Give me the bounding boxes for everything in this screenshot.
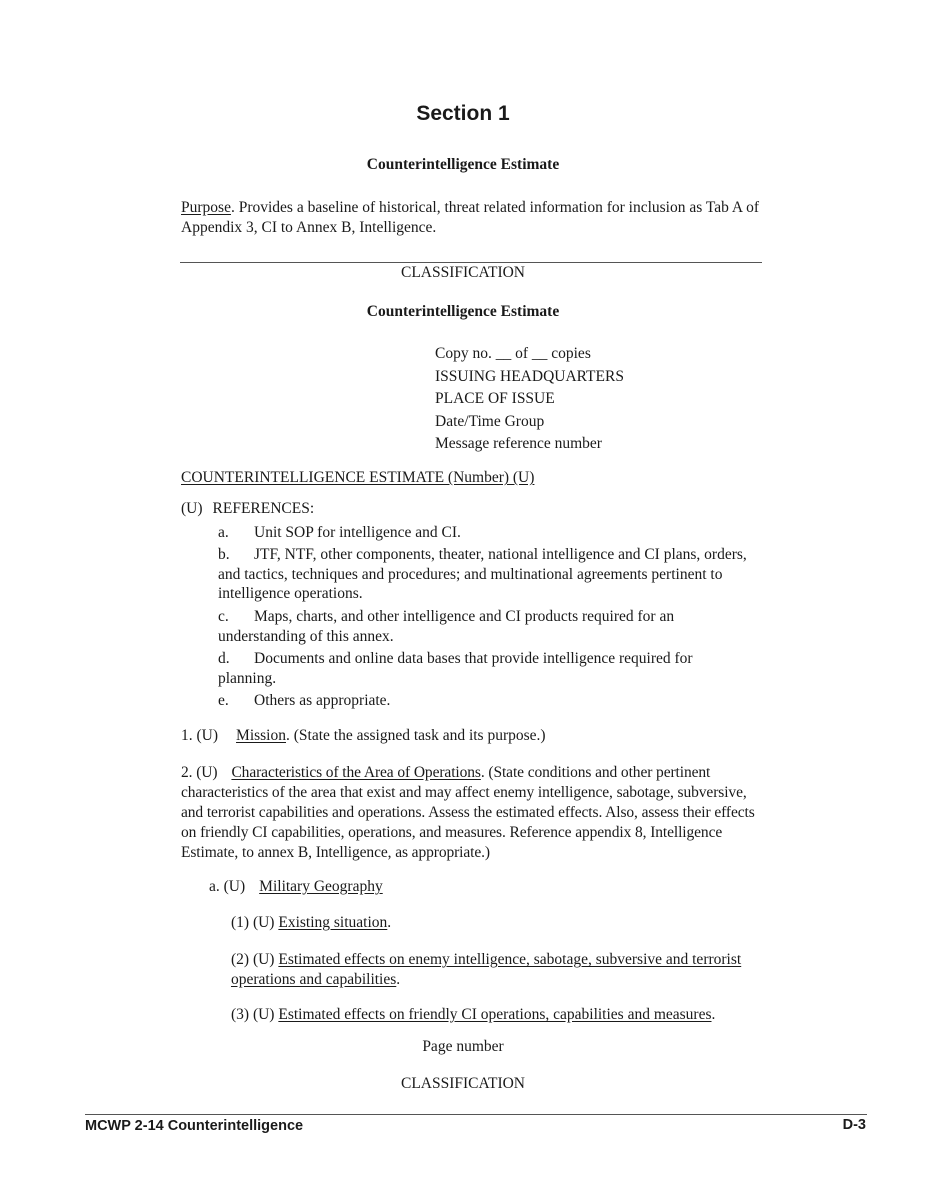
reference-text: Unit SOP for intelligence and CI. xyxy=(254,524,461,541)
reference-letter: e. xyxy=(218,692,229,709)
purpose-text: . Provides a baseline of historical, threat related information for inclusion as Tab A of Appendix 3, CI to Annex B, Intelligence. xyxy=(181,199,760,236)
geography-item-suffix: . xyxy=(387,914,392,931)
mission-text: . (State the assigned task and its purpose.) xyxy=(286,727,546,744)
form-title: Counterintelligence Estimate xyxy=(366,303,560,320)
footer-title: MCWP 2-14 Counterintelligence xyxy=(85,1118,304,1134)
classification-bottom: CLASSIFICATION xyxy=(400,1075,525,1092)
geography-marker: (U) xyxy=(223,878,246,895)
header-issuing-hq: ISSUING HEADQUARTERS xyxy=(435,367,624,385)
reference-item xyxy=(218,523,728,543)
references-marker: (U) xyxy=(181,500,203,517)
reference-letter: a. xyxy=(218,524,229,541)
header-message-ref: Message reference number xyxy=(435,435,602,452)
geography-item-suffix: . xyxy=(711,1006,716,1023)
header-block xyxy=(435,343,624,456)
geography-item-num: (3) xyxy=(231,1006,250,1023)
reference-letter: b. xyxy=(218,546,230,563)
geography-item-label: Estimated effects on friendly CI operations, capabilities and measures xyxy=(278,1006,712,1023)
mission-number: 1. xyxy=(181,727,193,744)
mission-paragraph xyxy=(181,727,546,745)
reference-item xyxy=(218,607,728,647)
divider-rule xyxy=(180,262,762,263)
estimate-title: Counterintelligence Estimate xyxy=(366,156,560,173)
geography-letter: a. xyxy=(209,878,220,895)
purpose-label: Purpose xyxy=(181,199,231,216)
purpose-paragraph xyxy=(181,198,761,238)
geography-item-num: (1) xyxy=(231,914,250,931)
header-dtg: Date/Time Group xyxy=(435,412,545,430)
estimate-number: COUNTERINTELLIGENCE ESTIMATE (Number) (U) xyxy=(181,469,535,486)
classification-top: CLASSIFICATION xyxy=(400,264,525,281)
characteristics-label: Characteristics of the Area of Operations xyxy=(231,764,481,781)
reference-text: Maps, charts, and other intelligence and CI products required for an understanding of this annex. xyxy=(218,608,675,645)
geography-item-marker: (U) xyxy=(252,1006,275,1023)
reference-item xyxy=(218,545,753,604)
reference-text: Documents and online data bases that provide intelligence required for planning. xyxy=(218,650,693,687)
mission-marker: (U) xyxy=(196,727,219,744)
reference-item xyxy=(218,649,738,689)
reference-letter: d. xyxy=(218,650,230,667)
geography-item-suffix: . xyxy=(396,971,401,988)
characteristics-paragraph xyxy=(181,763,771,863)
reference-letter: c. xyxy=(218,608,229,625)
geography-item-num: (2) xyxy=(231,951,250,968)
header-copy-line: Copy no. __ of __ copies xyxy=(435,345,591,362)
geography-item xyxy=(231,950,751,990)
geography-item xyxy=(231,914,391,932)
characteristics-number: 2. xyxy=(181,764,193,781)
reference-text: JTF, NTF, other components, theater, national intelligence and CI plans, orders, and tactics, techniques and procedures; and multinational agreements pertinent to intelligence operations. xyxy=(218,546,747,602)
reference-text: Others as appropriate. xyxy=(254,692,391,709)
geography-item-label: Estimated effects on enemy intelligence, sabotage, subversive and terrorist operations and capabilities xyxy=(231,951,742,988)
section-title: Section 1 xyxy=(416,102,510,125)
footer-rule xyxy=(85,1114,867,1115)
geography-item-marker: (U) xyxy=(252,951,275,968)
geography-heading xyxy=(209,878,383,896)
header-place-of-issue: PLACE OF ISSUE xyxy=(435,390,555,407)
geography-item xyxy=(231,1006,715,1024)
page-number-label: Page number xyxy=(422,1038,504,1055)
references-heading xyxy=(181,500,314,518)
characteristics-marker: (U) xyxy=(196,764,218,781)
footer-page-number: D-3 xyxy=(842,1117,866,1133)
mission-label: Mission xyxy=(236,727,286,744)
characteristics-text: . (State conditions and other pertinent characteristics of the area that exist and may affect enemy intelligence, sabotage, subversive, and terrorist capabilities and operations. Assess the estimated effects. Also, assess their effects on friendly CI capabilities, operations, and measures. Reference appendix 8, Intelligence Estimate, to annex B, Intelligence, as appropriate.) xyxy=(181,764,755,861)
geography-item-marker: (U) xyxy=(252,914,275,931)
geography-item-label: Existing situation xyxy=(278,914,388,931)
references-label: REFERENCES: xyxy=(212,500,315,517)
geography-label: Military Geography xyxy=(259,878,383,895)
reference-item xyxy=(218,691,728,711)
